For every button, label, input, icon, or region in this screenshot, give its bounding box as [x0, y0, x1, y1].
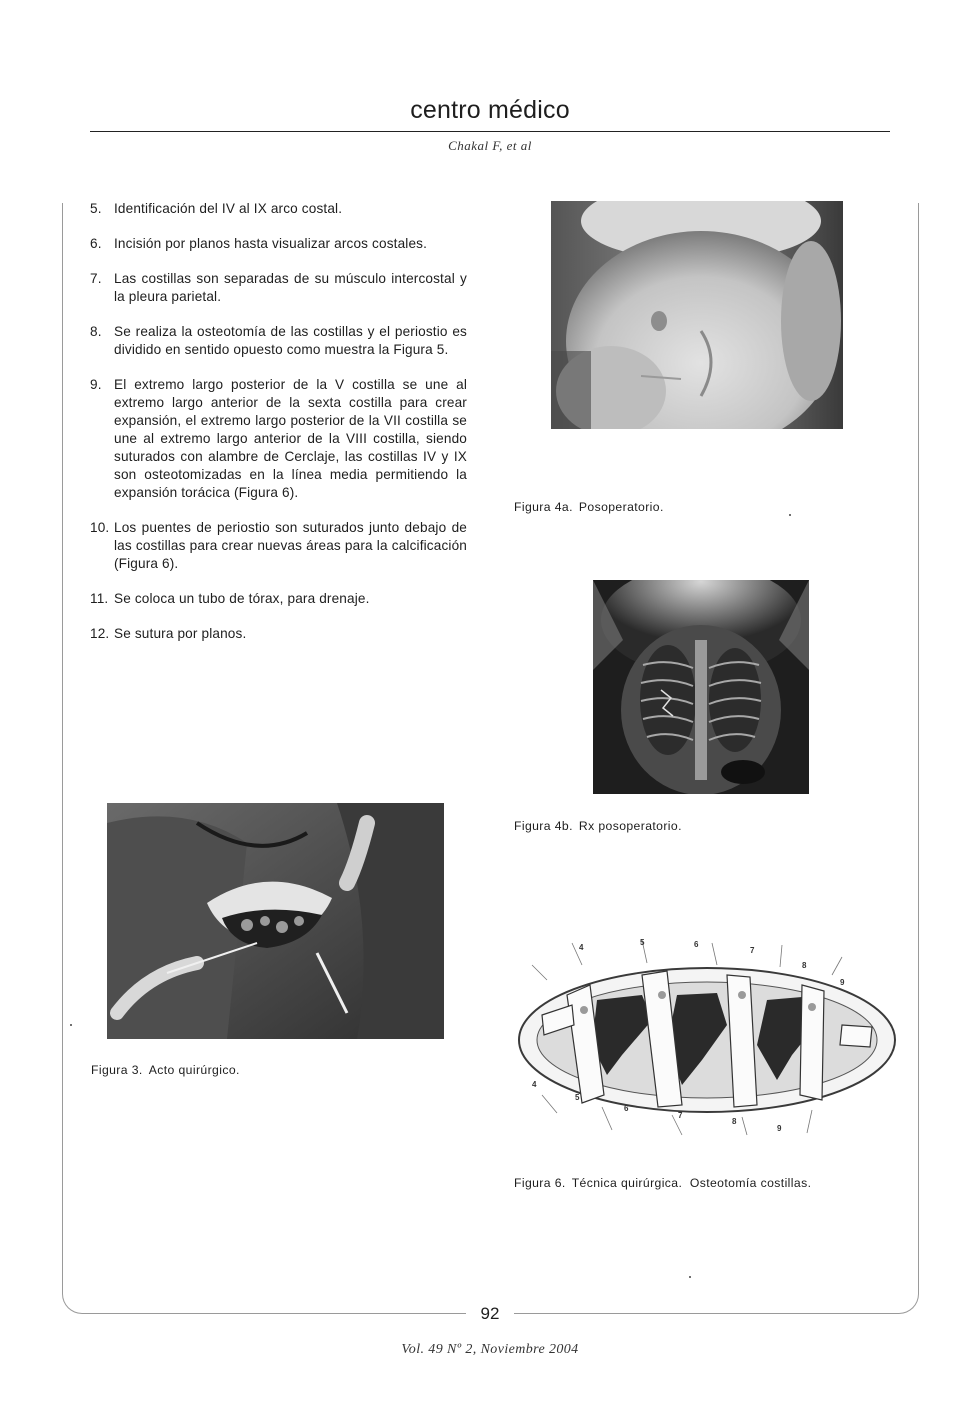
step-number: 9.	[90, 377, 102, 392]
figure-4a-photo	[551, 201, 843, 429]
rib-number-top: 5	[640, 938, 645, 947]
figure-4b-label: Figura 4b.	[514, 819, 573, 833]
figure-3-text: Acto quirúrgico.	[148, 1063, 240, 1077]
step-item	[90, 519, 467, 573]
figure-4b-caption	[514, 819, 682, 833]
figure-4b-text: Rx posoperatorio.	[578, 819, 682, 833]
figure-4b-xray	[593, 580, 809, 794]
step-text: Incisión por planos hasta visualizar arcos costales.	[114, 236, 428, 251]
step-text: Identificación del IV al IX arco costal.	[114, 201, 343, 216]
step-text: El extremo largo posterior de la V costilla se une al extremo largo anterior de la sexta costilla para crear expansión, el extremo largo posterior de la VII costilla se une al extremo largo anterior de la VIII costilla, siendo suturados con alambre de Cerclaje, las costillas IV y IX son osteotomizadas en la línea media permitiendo la expansión torácica (Figura 6).	[114, 377, 467, 500]
rib-number-bottom: 9	[777, 1124, 782, 1133]
step-number: 10.	[90, 520, 110, 535]
rib-number-top: 6	[694, 940, 699, 949]
scan-speck	[789, 514, 791, 516]
figure-4a-text: Posoperatorio.	[578, 500, 664, 514]
figure-4a-caption	[514, 500, 664, 514]
step-text: Se realiza la osteotomía de las costillas y el periostio es dividido en sentido opuesto como muestra la Figura 5.	[114, 324, 467, 357]
issue-footer: Vol. 49 Nº 2, Noviembre 2004	[401, 1342, 579, 1357]
step-item	[90, 235, 467, 253]
rib-number-top: 8	[802, 961, 807, 970]
rib-number-top: 9	[840, 978, 845, 987]
figure-6-drawing	[512, 935, 902, 1145]
figure-6-label: Figura 6.	[514, 1176, 566, 1190]
step-item	[90, 323, 467, 359]
step-text: Las costillas son separadas de su músculo intercostal y la pleura parietal.	[114, 271, 467, 304]
figure-6-text: Técnica quirúrgica. Osteotomía costillas.	[571, 1176, 812, 1190]
figure-4a-image	[551, 201, 843, 429]
rib-number-bottom: 4	[532, 1080, 537, 1089]
header-rule	[90, 131, 890, 132]
scan-speck	[70, 1024, 72, 1026]
step-number: 7.	[90, 271, 102, 286]
figure-6-image	[512, 935, 902, 1145]
figure-4b-image	[593, 580, 809, 794]
step-number: 8.	[90, 324, 102, 339]
rib-number-bottom: 5	[575, 1093, 580, 1102]
step-number: 6.	[90, 236, 102, 251]
figure-3-photo	[107, 803, 444, 1039]
rib-number-bottom: 7	[678, 1111, 683, 1120]
step-item	[90, 625, 467, 643]
figure-3-caption	[91, 1063, 240, 1077]
step-text: Se coloca un tubo de tórax, para drenaje.	[114, 591, 370, 606]
step-number: 12.	[90, 626, 110, 641]
rib-number-bottom: 8	[732, 1117, 737, 1126]
step-number: 5.	[90, 201, 102, 216]
step-item	[90, 200, 467, 218]
step-text: Se sutura por planos.	[114, 626, 247, 641]
scan-speck	[689, 1276, 691, 1278]
step-number: 11.	[90, 591, 109, 606]
rib-number-bottom: 6	[624, 1104, 629, 1113]
figure-4a-label: Figura 4a.	[514, 500, 573, 514]
step-item	[90, 590, 467, 608]
journal-title: centro médico	[410, 96, 570, 124]
figure-6-caption	[514, 1176, 811, 1190]
step-text: Los puentes de periostio son suturados junto debajo de las costillas para crear nuevas áreas para la calcificación (Figura 6).	[114, 520, 467, 571]
rib-number-top: 4	[579, 943, 584, 952]
step-item	[90, 270, 467, 306]
figure-3-label: Figura 3.	[91, 1063, 143, 1077]
figure-3-image	[107, 803, 444, 1039]
page-number: 92	[466, 1304, 514, 1324]
rib-number-top: 7	[750, 946, 755, 955]
authors-line: Chakal F, et al	[448, 138, 532, 153]
procedure-steps	[90, 200, 467, 660]
step-item	[90, 376, 467, 502]
